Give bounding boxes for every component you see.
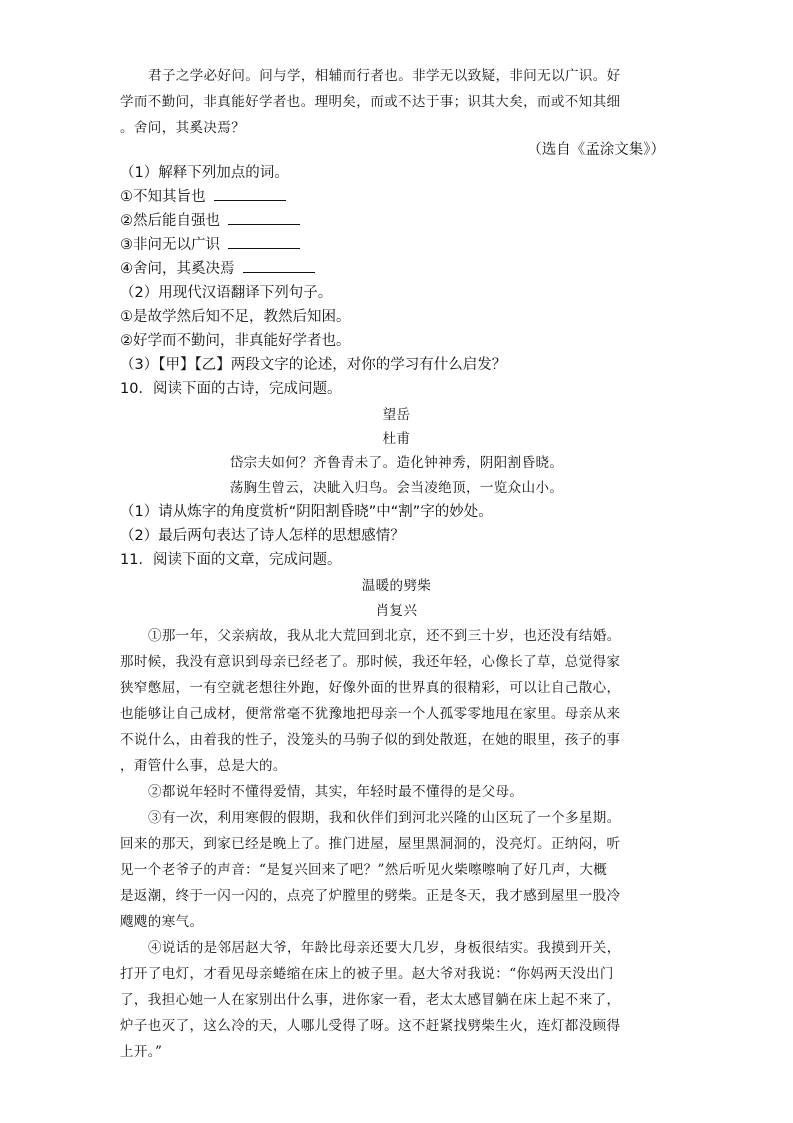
answer-blank[interactable] bbox=[228, 212, 300, 225]
question-prompt: （2）最后两句表达了诗人怎样的思想感情？ bbox=[120, 528, 405, 544]
word-label: ①不知其旨也 bbox=[120, 189, 206, 205]
sentence-item: ②好学而不勤问，非真能好学者也。 bbox=[120, 333, 351, 349]
article-line: 飕飕的寒气。 bbox=[120, 914, 204, 930]
question-stem: 11．阅读下面的文章，完成问题。 bbox=[120, 552, 342, 568]
word-item bbox=[120, 235, 300, 255]
article-line: 见一个老爷子的声音：“是复兴回来了吧？”然后听见火柴嚓嚓响了好几声，大概 bbox=[120, 862, 608, 878]
poem-line: 荡胸生曾云，决眦入归鸟。会当凌绝顶，一览众山小。 bbox=[229, 480, 564, 496]
word-label: ④舍问，其奚决焉 bbox=[120, 261, 235, 277]
article-line: ③有一次，利用寒假的假期，我和伙伴们到河北兴隆的山区玩了一个多星期。 bbox=[148, 810, 621, 826]
article-line: 也能够让自己成材，便常常毫不犹豫地把母亲一个人孤零零地甩在家里。母亲从来 bbox=[120, 706, 621, 722]
article-line: 那时候，我没有意识到母亲已经老了。那时候，我还年轻，心像长了草，总觉得家 bbox=[120, 654, 621, 670]
question-prompt: （1）请从炼字的角度赏析“阴阳割昏晓”中“割”字的妙处。 bbox=[120, 504, 493, 520]
article-line: 了，我担心她一人在家别出什么事，进你家一看，老太太感冒躺在床上起不来了， bbox=[120, 992, 621, 1008]
question-prompt: （2）用现代汉语翻译下列句子。 bbox=[120, 285, 333, 301]
answer-blank[interactable] bbox=[228, 236, 300, 249]
article-line: 狭窄憋屈，一有空就老想往外跑，好像外面的世界真的很精彩，可以让自己散心， bbox=[120, 680, 621, 696]
classical-text-line: 君子之学必好问。问与学，相辅而行者也。非学无以致疑，非问无以广识。好 bbox=[148, 68, 621, 84]
article-line: 上开。” bbox=[120, 1044, 163, 1060]
article-line: ②都说年轻时不懂得爱情，其实，年轻时最不懂得的是父母。 bbox=[148, 784, 524, 800]
article-line: ①那一年，父亲病故，我从北大荒回到北京，还不到三十岁，也还没有结婚。 bbox=[148, 628, 621, 644]
classical-text-line: 。舍问，其奚决焉？ bbox=[120, 120, 246, 136]
question-stem: 10．阅读下面的古诗，完成问题。 bbox=[120, 381, 342, 397]
question-prompt: （1）解释下列加点的词。 bbox=[120, 165, 289, 181]
word-label: ③非问无以广识 bbox=[120, 237, 220, 253]
article-line: 是返潮，终于一闪一闪的，点亮了炉膛里的劈柴。正是冬天，我才感到屋里一股冷 bbox=[120, 888, 621, 904]
poem-title: 望岳 bbox=[382, 407, 411, 423]
word-item bbox=[120, 211, 300, 231]
poem-author: 杜甫 bbox=[382, 431, 411, 447]
article-line: 不说什么，由着我的性子，没笼头的马驹子似的到处散逛，在她的眼里，孩子的事 bbox=[120, 732, 621, 748]
source-citation: （选自《孟涂文集》） bbox=[527, 142, 665, 158]
word-item bbox=[120, 259, 315, 279]
poem-line: 岱宗夫如何？齐鲁青未了。造化钟神秀，阴阳割昏晓。 bbox=[229, 455, 564, 471]
article-line: 打开了电灯，才看见母亲蜷缩在床上的被子里。赵大爷对我说：“你妈两天没出门 bbox=[120, 966, 614, 982]
word-item bbox=[120, 187, 286, 207]
article-title: 温暖的劈柴 bbox=[361, 578, 432, 594]
answer-blank[interactable] bbox=[243, 260, 315, 273]
classical-text-line: 学而不勤问，非真能好学者也。理明矣，而或不达于事；识其大矣，而或不知其细 bbox=[120, 94, 621, 110]
article-line: ，甭管什么事，总是大的。 bbox=[120, 758, 287, 774]
article-line: ④说话的是邻居赵大爷，年龄比母亲还要大几岁，身板很结实。我摸到开关， bbox=[148, 940, 621, 956]
article-line: 回来的那天，到家已经是晚上了。推门进屋，屋里黑洞洞的，没亮灯。正纳闷，听 bbox=[120, 836, 621, 852]
sentence-item: ①是故学然后知不足，教然后知困。 bbox=[120, 309, 351, 325]
answer-blank[interactable] bbox=[214, 188, 286, 201]
question-prompt: （3）【甲】【乙】两段文字的论述，对你的学习有什么启发？ bbox=[120, 357, 507, 373]
article-line: 炉子也灭了，这么冷的天，人哪儿受得了呀。这不赶紧找劈柴生火，连灯都没顾得 bbox=[120, 1018, 621, 1034]
word-label: ②然后能自强也 bbox=[120, 213, 220, 229]
article-author: 肖复兴 bbox=[375, 603, 418, 619]
